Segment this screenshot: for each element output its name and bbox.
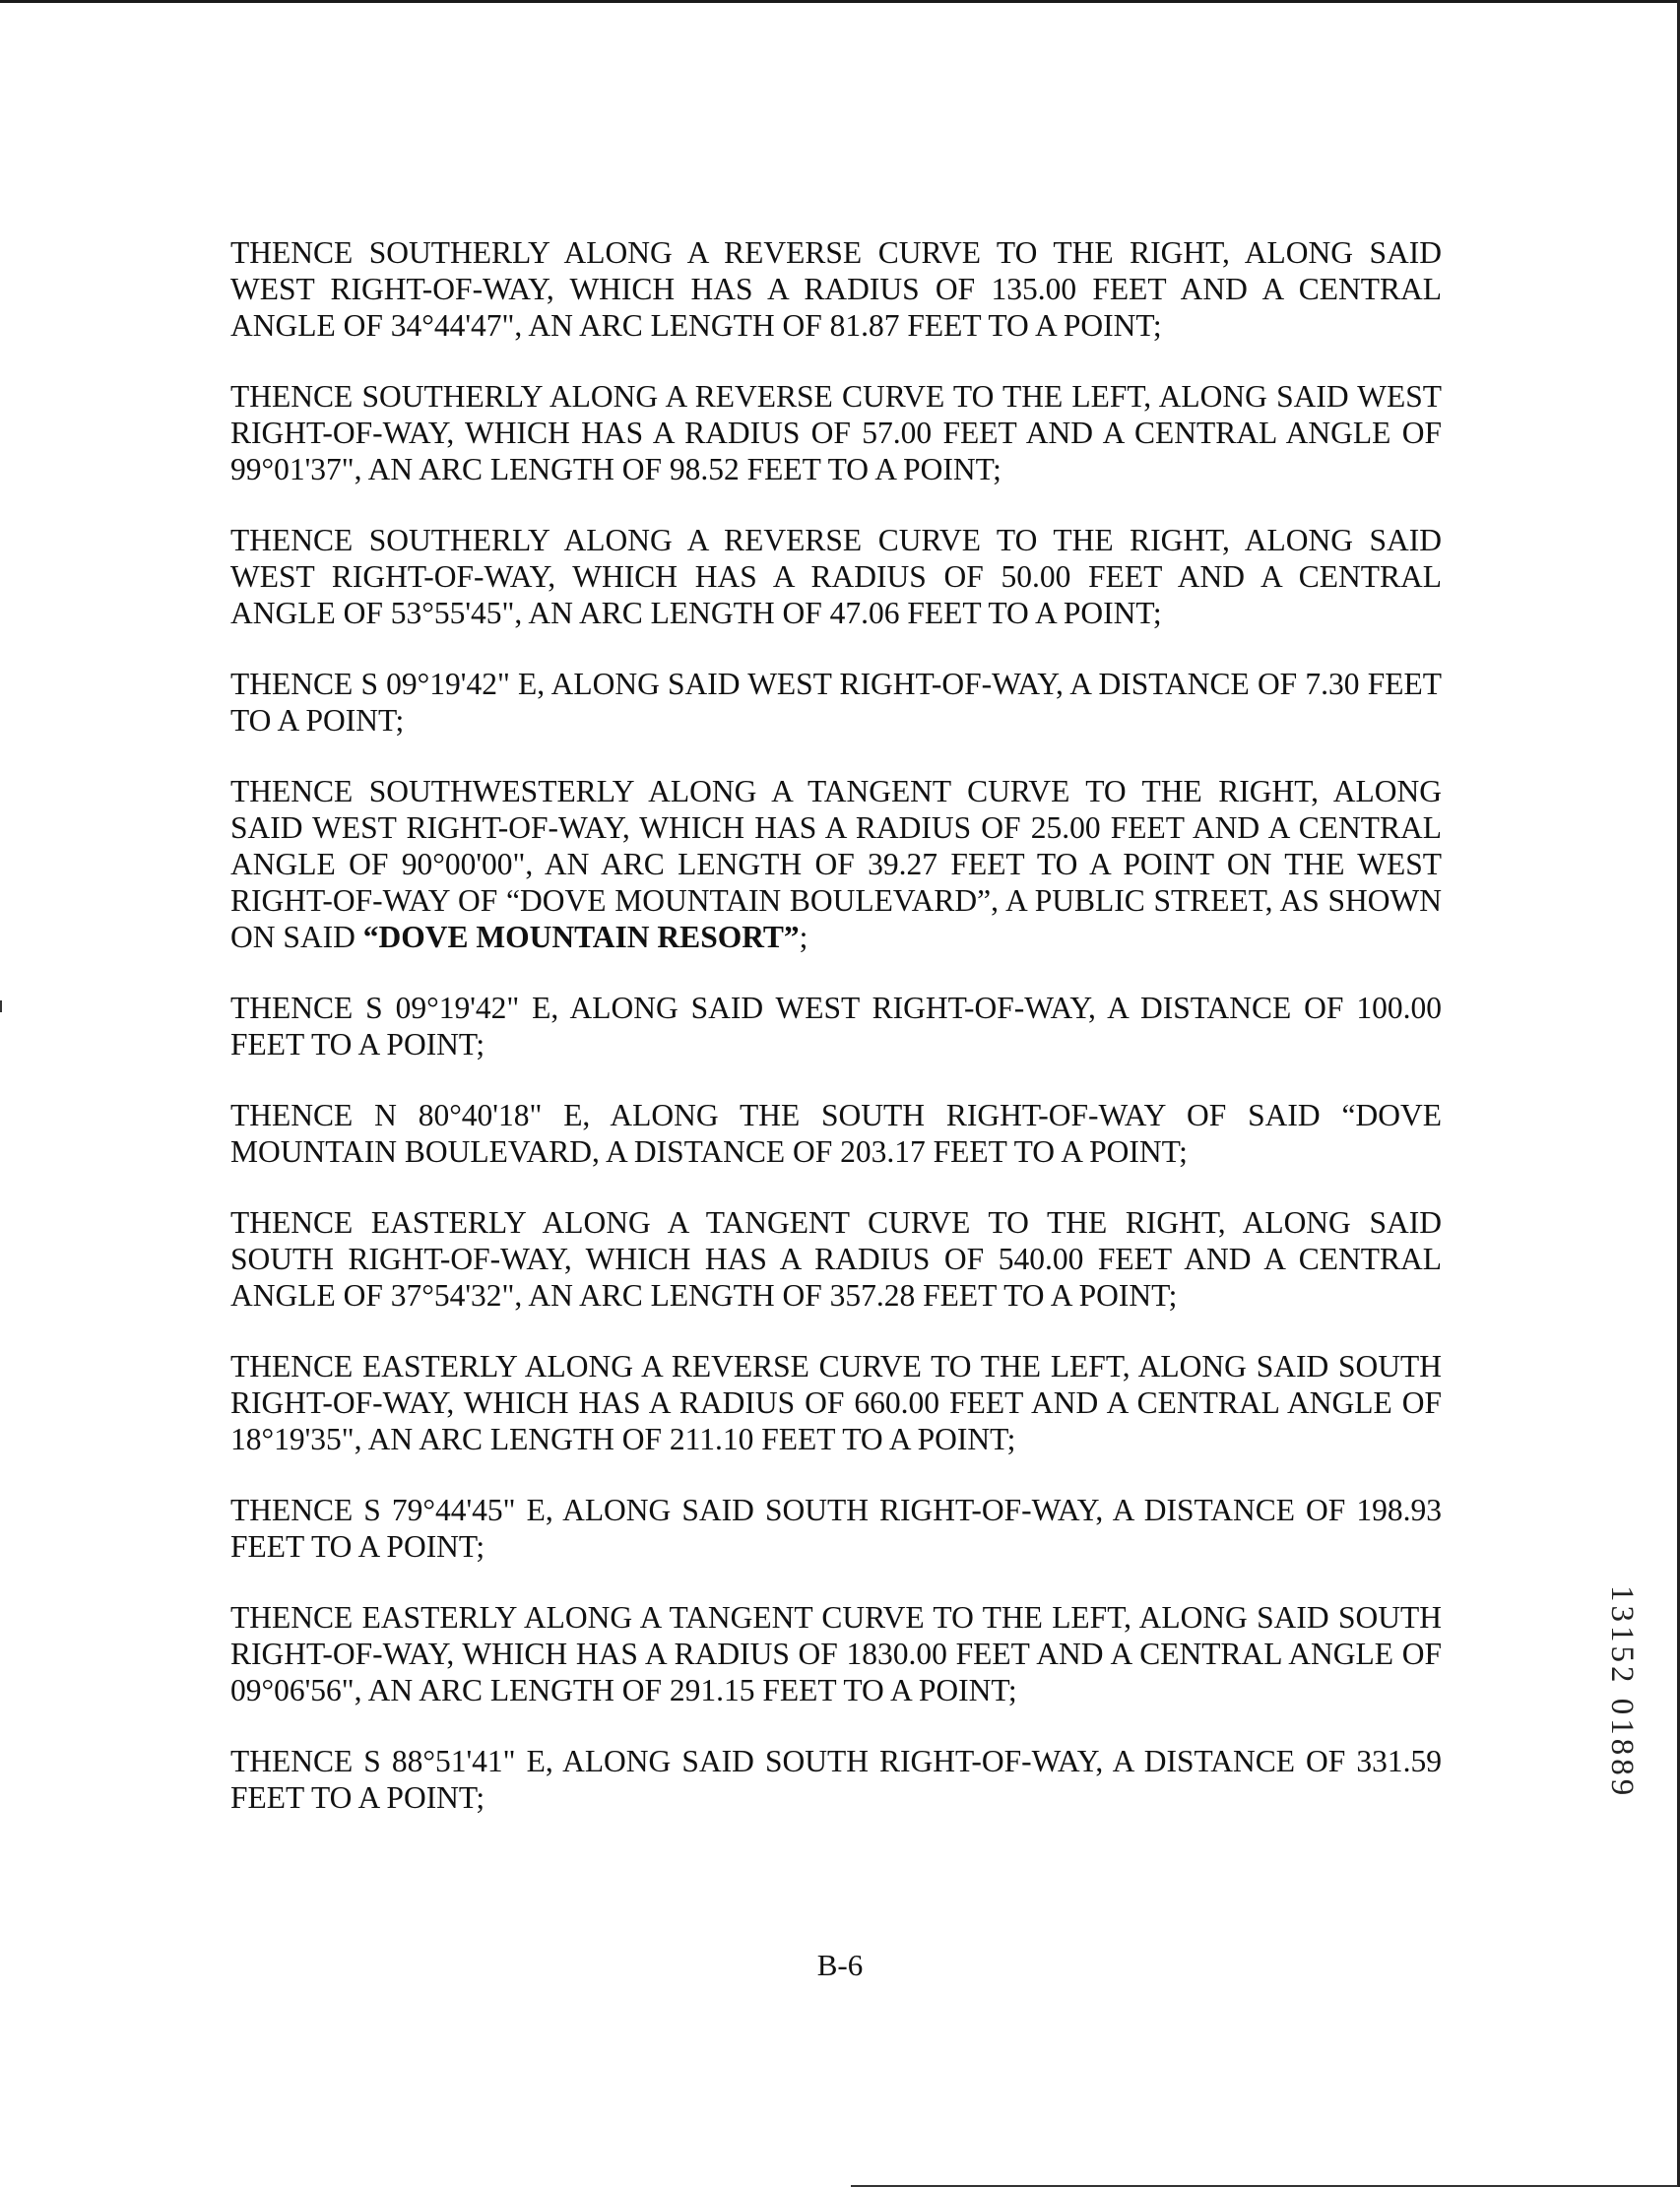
- course-paragraph-4: THENCE S 09°19'42" E, ALONG SAID WEST RIGHT-OF-WAY, A DISTANCE OF 7.30 FEET TO A POINT;: [230, 667, 1442, 738]
- subdivision-name: “DOVE MOUNTAIN RESORT”: [362, 920, 800, 954]
- course-paragraph-7: THENCE N 80°40'18" E, ALONG THE SOUTH RIGHT-OF-WAY OF SAID “DOVE MOUNTAIN BOULEVARD, A DISTANCE OF 203.17 FEET TO A POINT;: [230, 1098, 1442, 1169]
- course-paragraph-6: THENCE S 09°19'42" E, ALONG SAID WEST RIGHT-OF-WAY, A DISTANCE OF 100.00 FEET TO A POINT;: [230, 991, 1442, 1061]
- recording-stamp: 13152 01889: [1604, 1585, 1640, 1800]
- legal-description-body: [230, 234, 1442, 1850]
- scan-edge-top: [0, 0, 1680, 3]
- course-paragraph-11: THENCE EASTERLY ALONG A TANGENT CURVE TO THE LEFT, ALONG SAID SOUTH RIGHT-OF-WAY, WHICH HAS A RADIUS OF 1830.00 FEET AND A CENTRAL ANGLE OF 09°06'56", AN ARC LENGTH OF 291.15 FEET TO A POINT;: [230, 1600, 1442, 1707]
- course-paragraph-5-tail: ;: [799, 920, 808, 954]
- scan-mark-left: [0, 1000, 2, 1012]
- course-paragraph-8: THENCE EASTERLY ALONG A TANGENT CURVE TO THE RIGHT, ALONG SAID SOUTH RIGHT-OF-WAY, WHICH HAS A RADIUS OF 540.00 FEET AND A CENTRAL ANGLE OF 37°54'32", AN ARC LENGTH OF 357.28 FEET TO A POINT;: [230, 1205, 1442, 1313]
- course-paragraph-5-text: THENCE SOUTHWESTERLY ALONG A TANGENT CURVE TO THE RIGHT, ALONG SAID WEST RIGHT-OF-WAY, WHICH HAS A RADIUS OF 25.00 FEET AND A CENTRAL ANGLE OF 90°00'00", AN ARC LENGTH OF 39.27 FEET TO A POINT ON THE WEST RIGHT-OF-WAY OF “DOVE MOUNTAIN BOULEVARD”, A PUBLIC STREET, AS SHOWN ON SAID: [230, 774, 1442, 954]
- course-paragraph-2: THENCE SOUTHERLY ALONG A REVERSE CURVE TO THE LEFT, ALONG SAID WEST RIGHT-OF-WAY, WHICH HAS A RADIUS OF 57.00 FEET AND A CENTRAL ANGLE OF 99°01'37", AN ARC LENGTH OF 98.52 FEET TO A POINT;: [230, 379, 1442, 486]
- course-paragraph-5: [230, 773, 1442, 955]
- course-paragraph-9: THENCE EASTERLY ALONG A REVERSE CURVE TO THE LEFT, ALONG SAID SOUTH RIGHT-OF-WAY, WHICH HAS A RADIUS OF 660.00 FEET AND A CENTRAL ANGLE OF 18°19'35", AN ARC LENGTH OF 211.10 FEET TO A POINT;: [230, 1349, 1442, 1456]
- course-paragraph-3: THENCE SOUTHERLY ALONG A REVERSE CURVE TO THE RIGHT, ALONG SAID WEST RIGHT-OF-WAY, WHICH HAS A RADIUS OF 50.00 FEET AND A CENTRAL ANGLE OF 53°55'45", AN ARC LENGTH OF 47.06 FEET TO A POINT;: [230, 523, 1442, 630]
- course-paragraph-1: THENCE SOUTHERLY ALONG A REVERSE CURVE TO THE RIGHT, ALONG SAID WEST RIGHT-OF-WAY, WHICH HAS A RADIUS OF 135.00 FEET AND A CENTRAL ANGLE OF 34°44'47", AN ARC LENGTH OF 81.87 FEET TO A POINT;: [230, 235, 1442, 343]
- course-paragraph-10: THENCE S 79°44'45" E, ALONG SAID SOUTH RIGHT-OF-WAY, A DISTANCE OF 198.93 FEET TO A POINT;: [230, 1493, 1442, 1564]
- course-paragraph-12: THENCE S 88°51'41" E, ALONG SAID SOUTH RIGHT-OF-WAY, A DISTANCE OF 331.59 FEET TO A POINT;: [230, 1744, 1442, 1815]
- page-number: B-6: [816, 1948, 864, 1982]
